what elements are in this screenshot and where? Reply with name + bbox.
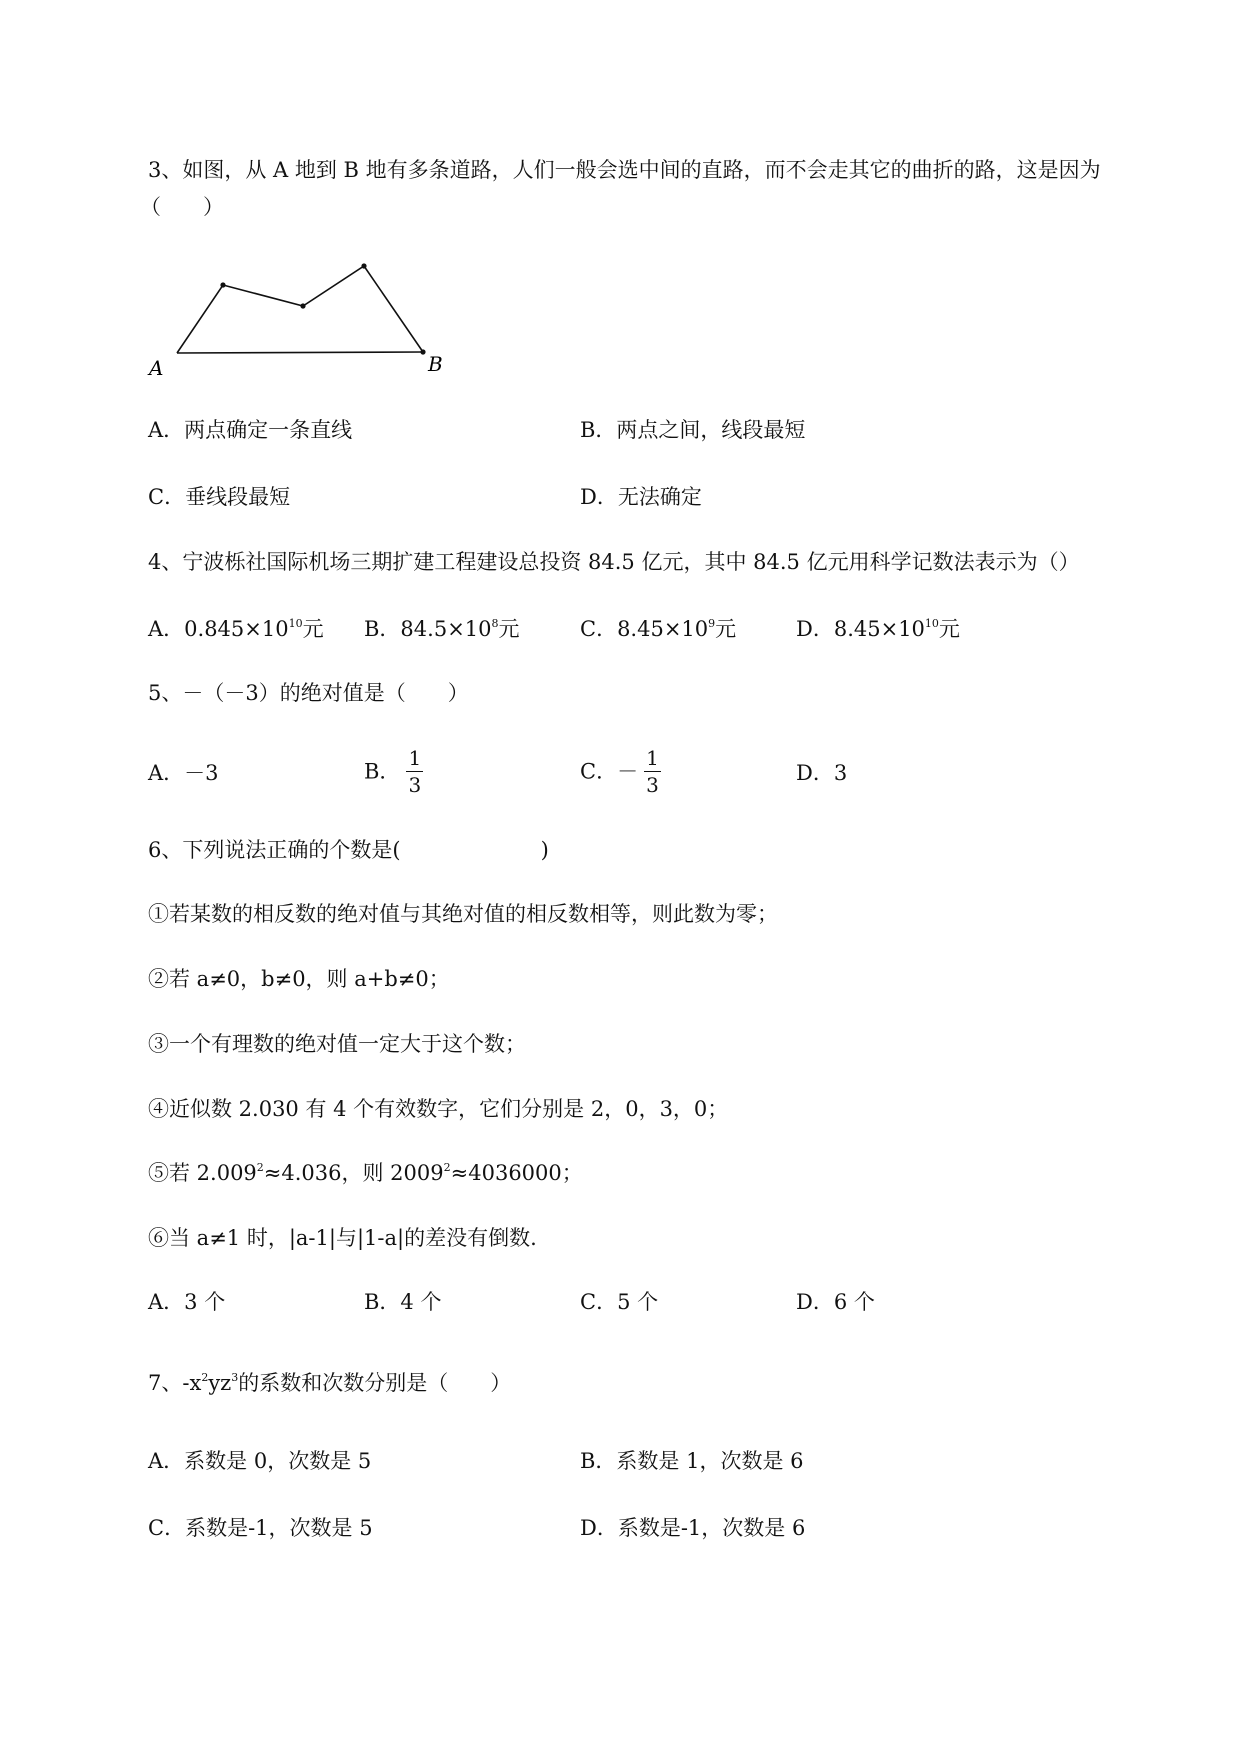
q7-option-c: C．系数是-1，次数是 5 — [148, 1516, 373, 1540]
q6-item-6: ⑥当 a≠1 时，|a-1|与|1-a|的差没有倒数. — [148, 1226, 537, 1250]
q5-option-d: D．3 — [796, 761, 848, 785]
q6-option-b: B．4 个 — [364, 1290, 442, 1314]
q7-option-a: A．系数是 0，次数是 5 — [148, 1449, 372, 1473]
q3-stem: 3、如图，从 A 地到 B 地有多条道路，人们一般会选中间的直路，而不会走其它的曲折的路，这是因为 — [148, 158, 1101, 182]
q3-vertex-point — [420, 349, 425, 354]
q6-option-a: A．3 个 — [148, 1290, 226, 1314]
q3-option-d: D．无法确定 — [580, 485, 702, 509]
q4-stem: 4、宁波栎社国际机场三期扩建工程建设总投资 84.5 亿元，其中 84.5 亿元用科学记数法表示为（） — [148, 550, 1080, 574]
q4-option-d: D．$8.45\times 10^{10}$元 — [796, 617, 960, 641]
q3-answer-paren: （ ） — [140, 195, 224, 219]
q3-vertex-point — [361, 263, 366, 268]
q4-option-c: C．$8.45\times 10^9$元 — [580, 617, 737, 641]
q3-winding-path — [177, 266, 423, 353]
q5-option-c: C．－ $\frac{1}{3}$ — [580, 746, 659, 797]
q6-item-2: ②若 a≠0，b≠0，则 a+b≠0； — [148, 967, 450, 991]
q5-stem: 5、－（－3）的绝对值是（ ） — [148, 681, 469, 705]
q4-option-b: B．$84.5\times 10^8$元 — [364, 617, 520, 641]
q3-vertex-point — [220, 282, 225, 287]
q6-stem: 6、下列说法正确的个数是( ) — [148, 838, 549, 862]
q6-option-c: C．5 个 — [580, 1290, 659, 1314]
q3-straight-path — [177, 352, 423, 353]
q6-option-d: D．6 个 — [796, 1290, 875, 1314]
q5-option-c-fraction: $\frac{1}{3}$ — [646, 746, 659, 797]
q3-label-b: B — [428, 352, 443, 376]
q3-option-a: A．两点确定一条直线 — [148, 418, 353, 442]
q7-stem: 7、$-x^2yz^3$的系数和次数分别是（ ） — [148, 1371, 512, 1395]
q6-item-3: ③一个有理数的绝对值一定大于这个数； — [148, 1032, 526, 1056]
q3-label-a: A — [149, 356, 164, 380]
q4-option-a: A．$0.845\times 10^{10}$元 — [148, 617, 324, 641]
q6-item-1: ①若某数的相反数的绝对值与其绝对值的相反数相等，则此数为零； — [148, 902, 778, 926]
q3-option-c: C．垂线段最短 — [148, 485, 291, 509]
q6-item-5: ⑤若 $2.009^2\approx 4.036$，则 $2009^2\approx 4036000$； — [148, 1161, 583, 1185]
q7-option-b: B．系数是 1，次数是 6 — [580, 1449, 804, 1473]
q5-option-a: A．－3 — [148, 761, 219, 785]
q7-option-d: D．系数是-1，次数是 6 — [580, 1516, 806, 1540]
q3-option-b: B．两点之间，线段最短 — [580, 418, 806, 442]
q3-figure — [140, 240, 443, 390]
q6-item-4: ④近似数 2.030 有 4 个有效数字，它们分别是 2，0，3，0； — [148, 1097, 729, 1121]
q3-vertex-point — [300, 303, 305, 308]
q5-option-b: B． $\frac{1}{3}$ — [364, 746, 422, 797]
q5-option-b-fraction: $\frac{1}{3}$ — [408, 746, 422, 797]
